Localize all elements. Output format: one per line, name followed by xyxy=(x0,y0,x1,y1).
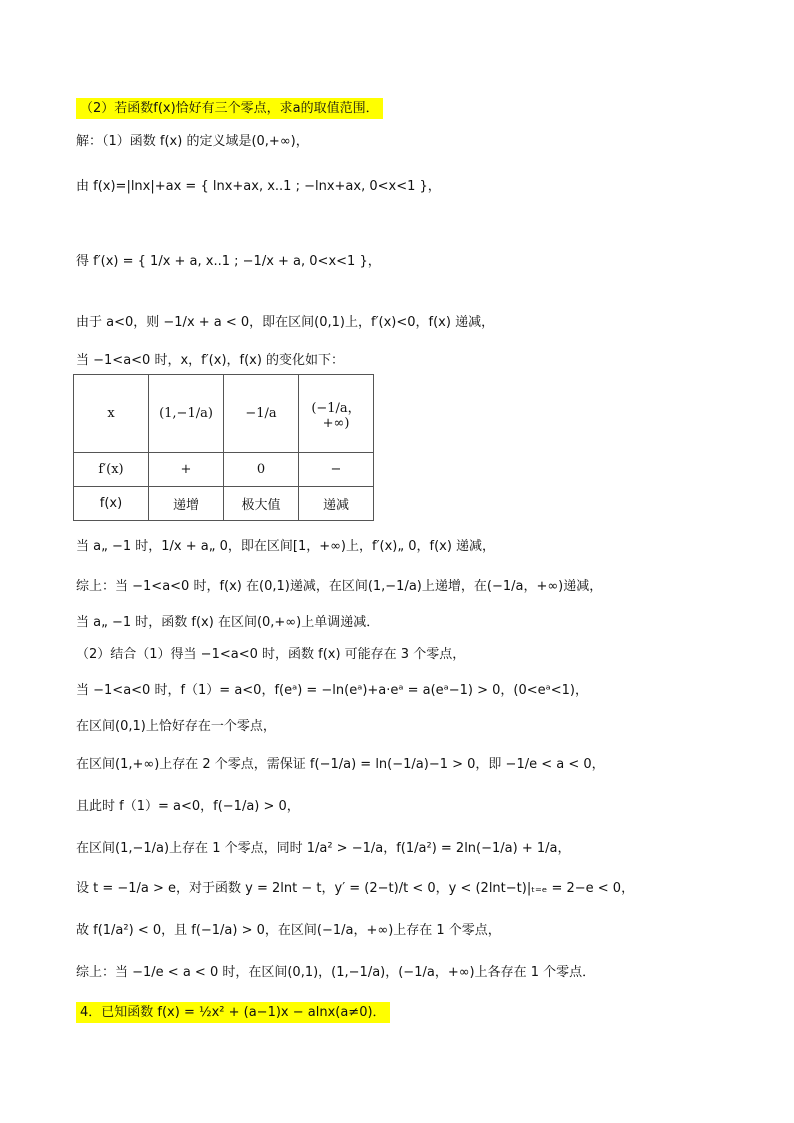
table-cell: − xyxy=(299,453,374,487)
solution-line-2: 由 f(x)=|lnx|+ax = { lnx+ax, x..1 ; −lnx+ax, 0<x<1 }， xyxy=(76,179,441,194)
solution-line-9: （2）结合（1）得当 −1<a<0 时，函数 f(x) 可能存在 3 个零点， xyxy=(76,647,466,662)
solution-line-1: 解：（1）函数 f(x) 的定义域是(0,+∞)， xyxy=(76,134,309,149)
highlighted-text: （2）若函数f(x)恰好有三个零点，求a的取值范围． xyxy=(76,98,383,119)
solution-line-6: 当 a„ −1 时，1/x + a„ 0，即在区间[1，+∞)上，f′(x)„ 0，f(x) 递减， xyxy=(76,539,496,554)
solution-line-11: 在区间(0,1)上恰好存在一个零点， xyxy=(76,719,276,734)
solution-line-16: 故 f(1/a²) < 0，且 f(−1/a) > 0，在区间(−1/a，+∞)上存在 1 个零点， xyxy=(76,923,501,938)
solution-line-15: 设 t = −1/a > e，对于函数 y = 2lnt − t，y′ = (2−t)/t < 0，y < (2lnt−t)|ₜ₌ₑ = 2−e < 0， xyxy=(76,881,635,896)
solution-line-10: 当 −1<a<0 时，f（1）= a<0，f(eᵃ) = −ln(eᵃ)+a·eᵃ = a(eᵃ−1) > 0，(0<eᵃ<1)， xyxy=(76,683,588,698)
table-cell: 递减 xyxy=(299,487,374,521)
highlighted-text: 4．已知函数 f(x) = ½x² + (a−1)x − alnx(a≠0)． xyxy=(76,1002,390,1023)
solution-line-14: 在区间(1,−1/a)上存在 1 个零点，同时 1/a² > −1/a，f(1/a²) = 2ln(−1/a) + 1/a， xyxy=(76,841,571,856)
table-cell: 极大值 xyxy=(224,487,299,521)
solution-line-17: 综上：当 −1/e < a < 0 时，在区间(0,1)，(1,−1/a)，(−1/a，+∞)上各存在 1 个零点． xyxy=(76,965,596,980)
solution-line-5: 当 −1<a<0 时，x，f′(x)，f(x) 的变化如下： xyxy=(76,353,345,368)
table-cell: f′(x) xyxy=(74,453,149,487)
solution-line-3: 得 f′(x) = { 1/x + a, x..1 ; −1/x + a, 0<x<1 }， xyxy=(76,254,381,269)
solution-line-4: 由于 a<0，则 −1/x + a < 0，即在区间(0,1)上，f′(x)<0，f(x) 递减， xyxy=(76,315,495,330)
solution-line-7: 综上：当 −1<a<0 时，f(x) 在(0,1)递减，在区间(1,−1/a)上递增，在(−1/a，+∞)递减， xyxy=(76,579,603,594)
table-header-cell: (1,−1/a) xyxy=(149,375,224,453)
table-header-cell: x xyxy=(74,375,149,453)
solution-line-12: 在区间(1,+∞)上存在 2 个零点，需保证 f(−1/a) = ln(−1/a)−1 > 0，即 −1/e < a < 0， xyxy=(76,757,605,772)
table-header-cell: (−1/a，+∞) xyxy=(299,375,374,453)
table-cell: + xyxy=(149,453,224,487)
table-cell: 0 xyxy=(224,453,299,487)
question-4-heading xyxy=(76,1004,390,1022)
solution-line-13: 且此时 f（1）= a<0，f(−1/a) > 0， xyxy=(76,799,300,814)
question-2-heading xyxy=(76,100,383,118)
table-header-cell: −1/a xyxy=(224,375,299,453)
table-cell: f(x) xyxy=(74,487,149,521)
solution-line-8: 当 a„ −1 时，函数 f(x) 在区间(0,+∞)上单调递减． xyxy=(76,615,380,630)
table-cell: 递增 xyxy=(149,487,224,521)
variation-table xyxy=(73,374,374,521)
